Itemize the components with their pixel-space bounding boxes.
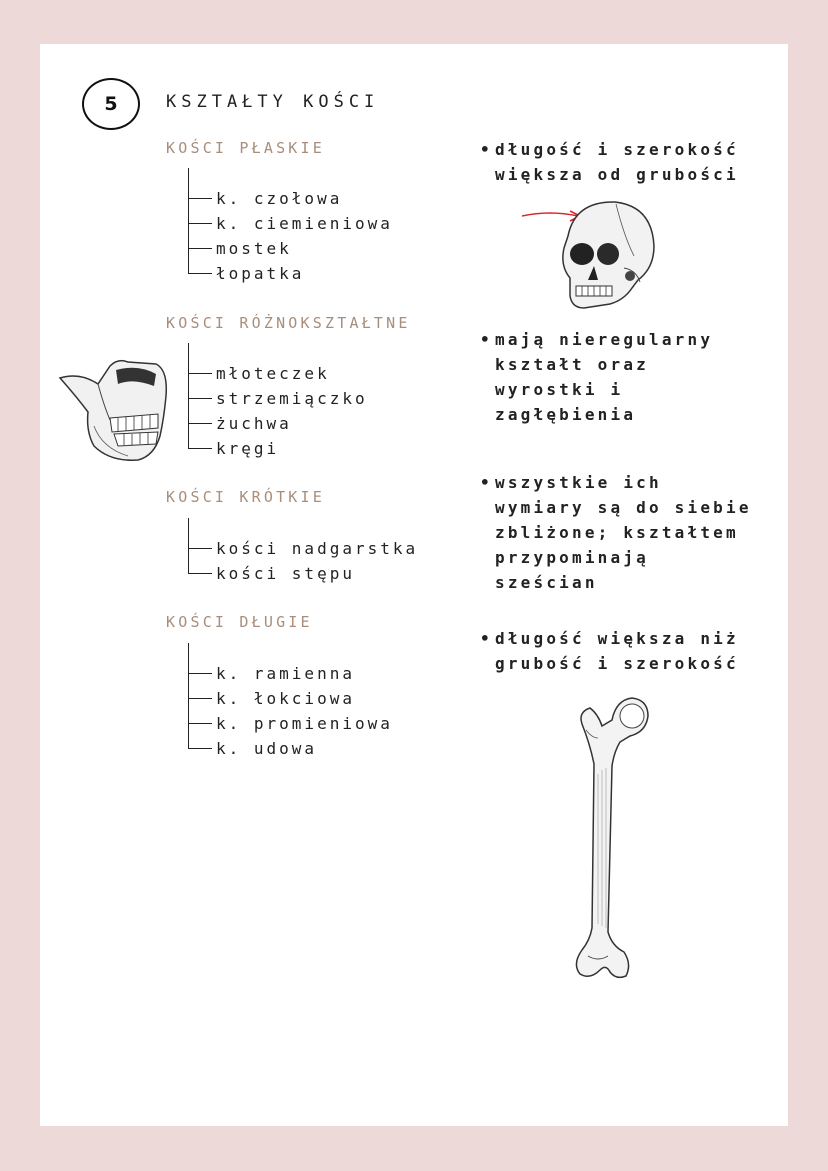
- section-number: 5: [104, 93, 118, 115]
- skull-illustration: [520, 196, 660, 318]
- category-flat-bones: KOŚCI PŁASKIE: [166, 139, 325, 157]
- category-short-bones: KOŚCI KRÓTKIE: [166, 488, 325, 506]
- femur-illustration: [568, 694, 656, 986]
- category-irregular-bones: KOŚCI RÓŻNOKSZTAŁTNE: [166, 314, 411, 332]
- page-title: KSZTAŁTY KOŚCI: [166, 92, 380, 112]
- category-long-bones: KOŚCI DŁUGIE: [166, 613, 313, 631]
- jaw-illustration: [58, 356, 170, 464]
- section-number-badge: [82, 78, 140, 130]
